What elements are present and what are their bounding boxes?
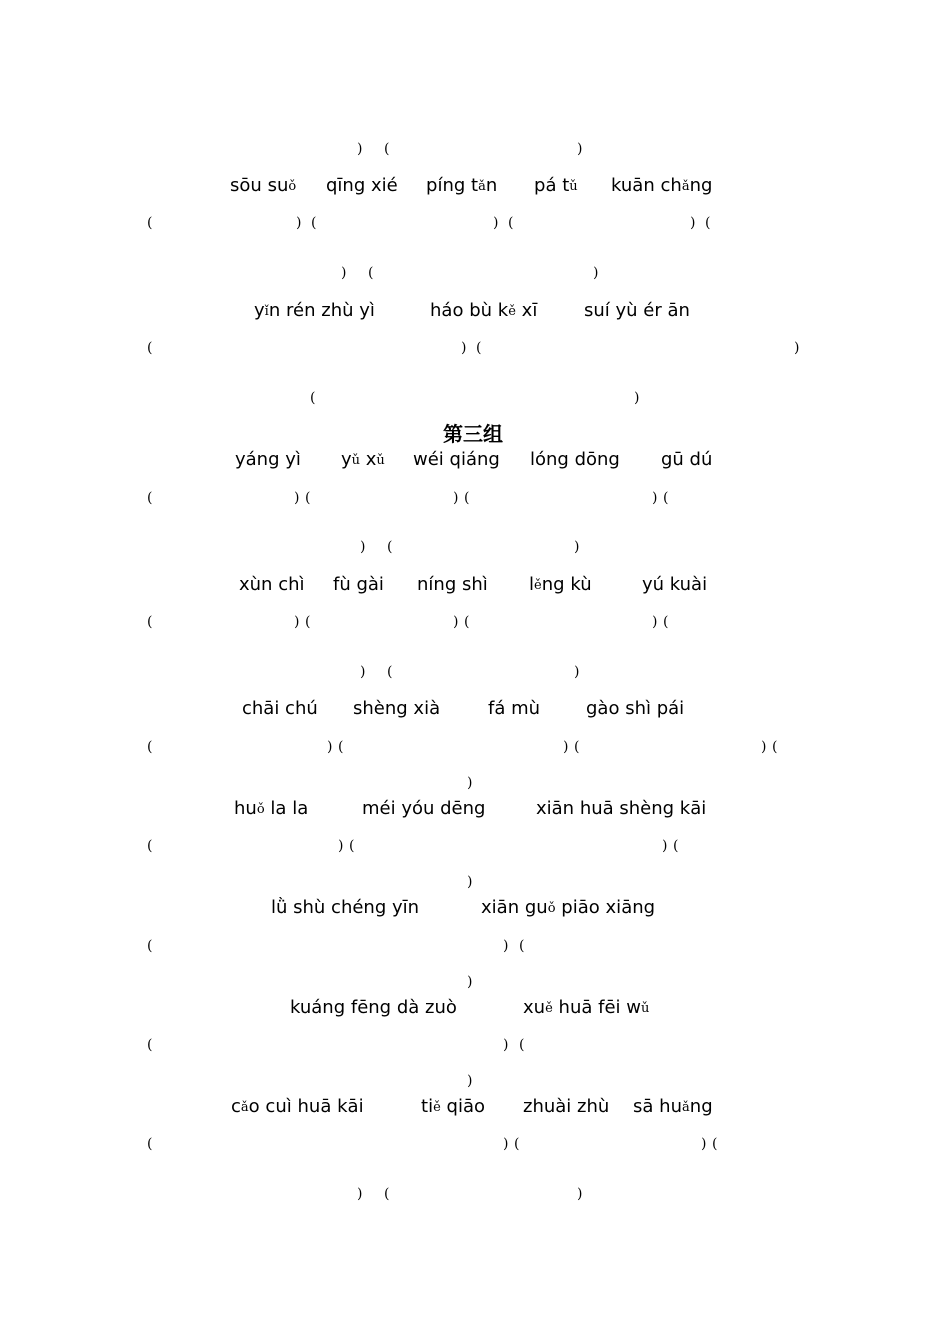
bracket-open: (	[772, 739, 778, 755]
bracket-close: )	[634, 390, 640, 406]
bracket-open: (	[384, 1186, 390, 1202]
bracket-open: (	[519, 1037, 525, 1053]
bracket-open: (	[663, 490, 669, 506]
bracket-open: (	[147, 838, 153, 854]
pinyin-word: tiě qiāo	[421, 1096, 486, 1117]
bracket-close: )	[503, 1136, 509, 1152]
pinyin-word: yáng yì	[235, 449, 301, 470]
bracket-close: )	[563, 739, 569, 755]
bracket-close: )	[360, 539, 366, 555]
bracket-open: (	[305, 614, 311, 630]
bracket-close: )	[467, 775, 473, 791]
bracket-close: )	[701, 1136, 707, 1152]
pinyin-word: fá mù	[488, 698, 541, 719]
pinyin-word: cǎo cuì huā kāi	[231, 1096, 364, 1117]
bracket-close: )	[360, 664, 366, 680]
bracket-close: )	[662, 838, 668, 854]
bracket-close: )	[327, 739, 333, 755]
pinyin-word: shèng xià	[353, 698, 441, 719]
bracket-open: (	[663, 614, 669, 630]
bracket-open: (	[705, 215, 711, 231]
pinyin-word: sā huǎng	[633, 1096, 713, 1117]
pinyin-word: xiān guǒ piāo xiāng	[481, 897, 656, 918]
bracket-open: (	[338, 739, 344, 755]
bracket-close: )	[577, 1186, 583, 1202]
bracket-close: )	[294, 614, 300, 630]
pinyin-word: sōu suǒ	[230, 175, 297, 196]
bracket-close: )	[296, 215, 302, 231]
bracket-open: (	[147, 490, 153, 506]
pinyin-word: qīng xié	[326, 175, 398, 196]
pinyin-word: zhuài zhù	[523, 1096, 610, 1117]
bracket-close: )	[493, 215, 499, 231]
bracket-close: )	[467, 1073, 473, 1089]
group-heading: 第三组	[443, 422, 503, 446]
bracket-close: )	[593, 265, 599, 281]
bracket-open: (	[368, 265, 374, 281]
pinyin-word: kuáng fēng dà zuò	[290, 997, 457, 1018]
bracket-close: )	[652, 614, 658, 630]
bracket-open: (	[508, 215, 514, 231]
bracket-close: )	[577, 141, 583, 157]
bracket-open: (	[519, 938, 525, 954]
bracket-close: )	[357, 141, 363, 157]
bracket-close: )	[338, 838, 344, 854]
bracket-close: )	[341, 265, 347, 281]
bracket-open: (	[147, 614, 153, 630]
pinyin-word: yú kuài	[642, 574, 708, 595]
pinyin-word: yǔ xǔ	[341, 449, 385, 470]
bracket-open: (	[464, 614, 470, 630]
bracket-open: (	[310, 390, 316, 406]
pinyin-word: gū dú	[661, 449, 713, 470]
bracket-open: (	[305, 490, 311, 506]
pinyin-word: xuě huā fēi wǔ	[523, 997, 650, 1018]
pinyin-word: pá tǔ	[534, 175, 578, 196]
bracket-close: )	[652, 490, 658, 506]
pinyin-word: lěng kù	[529, 574, 592, 595]
bracket-close: )	[761, 739, 767, 755]
bracket-open: (	[147, 1136, 153, 1152]
bracket-close: )	[794, 340, 800, 356]
bracket-open: (	[147, 215, 153, 231]
bracket-open: (	[514, 1136, 520, 1152]
pinyin-word: suí yù ér ān	[584, 300, 690, 321]
bracket-close: )	[453, 490, 459, 506]
pinyin-word: lóng dōng	[530, 449, 620, 470]
bracket-close: )	[294, 490, 300, 506]
pinyin-word: fù gài	[333, 574, 384, 595]
bracket-open: (	[464, 490, 470, 506]
bracket-close: )	[461, 340, 467, 356]
pinyin-word: xiān huā shèng kāi	[536, 798, 707, 819]
pinyin-word: xùn chì	[239, 574, 305, 595]
bracket-open: (	[712, 1136, 718, 1152]
bracket-close: )	[690, 215, 696, 231]
bracket-close: )	[574, 539, 580, 555]
bracket-open: (	[384, 141, 390, 157]
bracket-close: )	[467, 974, 473, 990]
pinyin-word: yǐn rén zhù yì	[254, 300, 375, 321]
pinyin-word: wéi qiáng	[413, 449, 500, 470]
pinyin-word: méi yóu dēng	[362, 798, 486, 819]
pinyin-word: níng shì	[417, 574, 488, 595]
pinyin-word: gào shì pái	[586, 698, 685, 719]
pinyin-word: kuān chǎng	[611, 175, 713, 196]
bracket-open: (	[147, 739, 153, 755]
pinyin-word: háo bù kě xī	[430, 300, 538, 321]
bracket-close: )	[453, 614, 459, 630]
pinyin-word: huǒ la la	[234, 798, 309, 819]
bracket-open: (	[147, 340, 153, 356]
pinyin-word: píng tǎn	[426, 175, 498, 196]
bracket-open: (	[574, 739, 580, 755]
bracket-close: )	[503, 1037, 509, 1053]
pinyin-word: lǜ shù chéng yīn	[271, 897, 420, 918]
bracket-open: (	[387, 539, 393, 555]
bracket-close: )	[574, 664, 580, 680]
bracket-open: (	[387, 664, 393, 680]
pinyin-word: chāi chú	[242, 698, 318, 719]
bracket-close: )	[357, 1186, 363, 1202]
bracket-open: (	[476, 340, 482, 356]
bracket-close: )	[467, 874, 473, 890]
bracket-open: (	[673, 838, 679, 854]
bracket-close: )	[503, 938, 509, 954]
bracket-open: (	[147, 938, 153, 954]
bracket-open: (	[147, 1037, 153, 1053]
bracket-open: (	[349, 838, 355, 854]
bracket-open: (	[311, 215, 317, 231]
